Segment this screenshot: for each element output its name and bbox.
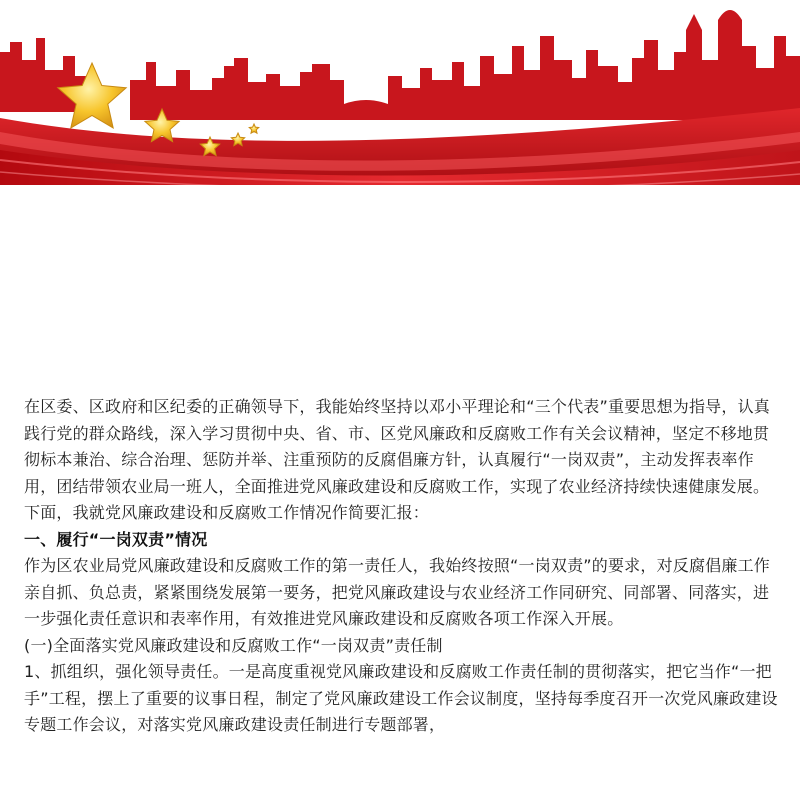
item-paragraph: 1、抓组织，强化领导责任。一是高度重视党风廉政建设和反腐败工作责任制的贯彻落实，把它当作“一把手”工程，摆上了重要的议事日程，制定了党风廉政建设工作会议制度，坚持每季度召开一次党风廉政建设专题工作会议，对落实党风廉政建设责任制进行专题部署， bbox=[24, 662, 778, 734]
document-body bbox=[24, 394, 784, 739]
section-heading: 一、履行“一岗双责”情况 bbox=[24, 529, 208, 549]
header-banner bbox=[0, 0, 800, 185]
section-paragraph: 作为区农业局党风廉政建设和反腐败工作的第一责任人，我始终按照“一岗双责”的要求，对反腐倡廉工作亲自抓、负总责，紧紧围绕发展第一要务，把党风廉政建设与农业经济工作同研究、同部署、同落实，进一步强化责任意识和表率作用，有效推进党风廉政建设和反腐败各项工作深入开展。 bbox=[24, 556, 770, 628]
city-skyline bbox=[0, 10, 800, 120]
intro-paragraph: 在区委、区政府和区纪委的正确领导下，我能始终坚持以邓小平理论和“三个代表”重要思想为指导，认真践行党的群众路线，深入学习贯彻中央、省、市、区党风廉政和反腐败工作有关会议精神，坚定不移地贯彻标本兼治、综合治理、惩防并举、注重预防的反腐倡廉方针，认真履行“一岗双责”，主动发挥表率作用，团结带领农业局一班人，全面推进党风廉政建设和反腐败工作，实现了农业经济持续快速健康发展。下面，我就党风廉政建设和反腐败工作情况作简要汇报： bbox=[24, 397, 770, 522]
subsection-heading: (一)全面落实党风廉政建设和反腐败工作“一岗双责”责任制 bbox=[24, 635, 443, 655]
